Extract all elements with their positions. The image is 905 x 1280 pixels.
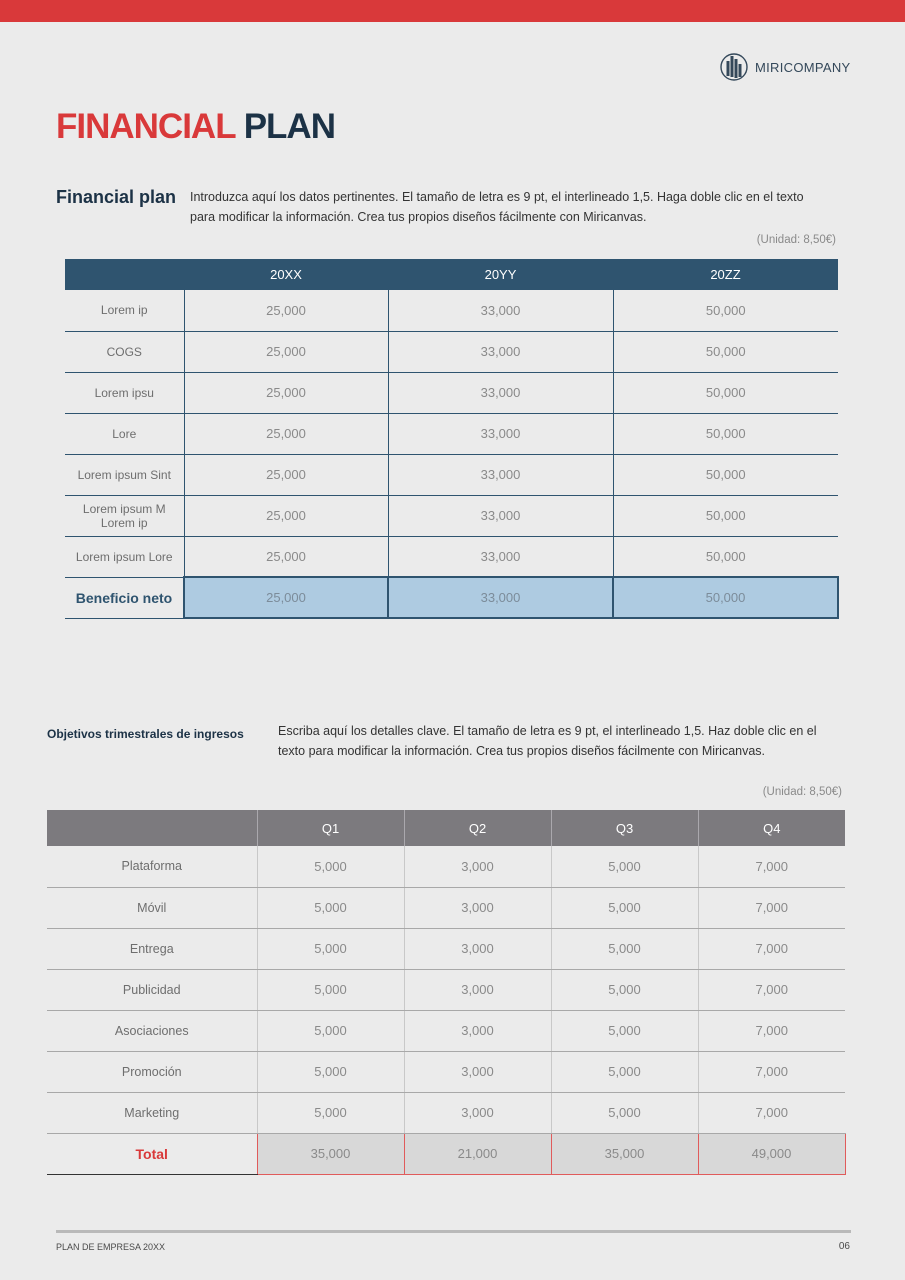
table-cell: 50,000 — [613, 372, 838, 413]
footer-divider — [56, 1230, 851, 1233]
table-cell: 5,000 — [257, 1051, 404, 1092]
table-row — [47, 969, 845, 1010]
column-header — [65, 259, 184, 290]
total-cell: 21,000 — [404, 1133, 551, 1174]
total-row — [47, 1133, 845, 1174]
table-row — [65, 331, 838, 372]
table-cell: 3,000 — [404, 887, 551, 928]
total-cell: 49,000 — [698, 1133, 845, 1174]
table-cell: 5,000 — [551, 1092, 698, 1133]
total-cell: 25,000 — [184, 577, 388, 618]
table-row — [65, 454, 838, 495]
column-header: Q4 — [698, 810, 845, 846]
table-row — [65, 372, 838, 413]
table-cell: 5,000 — [551, 846, 698, 887]
table-row — [47, 1092, 845, 1133]
table-cell: 25,000 — [184, 290, 388, 331]
table-cell: 7,000 — [698, 1010, 845, 1051]
table-cell: 25,000 — [184, 372, 388, 413]
row-label: Lorem ipsum M Lorem ip — [65, 495, 184, 536]
table-row — [65, 536, 838, 577]
row-label: Promoción — [47, 1051, 257, 1092]
revenue-goals-heading: Objetivos trimestrales de ingresos — [47, 727, 244, 741]
table-cell: 5,000 — [551, 928, 698, 969]
revenue-goals-description: Escriba aquí los detalles clave. El tamaño de letra es 9 pt, el interlineado 1,5. Haz doble clic en el texto para modificar la información. Crea tus propios diseños fácilmente con Miricanvas. — [278, 724, 817, 758]
table-cell: 3,000 — [404, 1092, 551, 1133]
row-label: Plataforma — [47, 846, 257, 887]
financial-plan-heading: Financial plan — [56, 187, 177, 207]
row-label: Publicidad — [47, 969, 257, 1010]
financial-plan-unit: (Unidad: 8,50€) — [756, 234, 836, 246]
column-header — [47, 810, 257, 846]
table-cell: 33,000 — [388, 454, 613, 495]
table-cell: 25,000 — [184, 495, 388, 536]
total-label: Beneficio neto — [65, 577, 184, 618]
table-cell: 50,000 — [613, 331, 838, 372]
table-row — [47, 887, 845, 928]
page-title-part1: FINANCIAL — [56, 107, 235, 146]
table-cell: 7,000 — [698, 846, 845, 887]
page-number: 06 — [838, 1241, 850, 1252]
row-label: Asociaciones — [47, 1010, 257, 1051]
table-row — [65, 413, 838, 454]
total-cell: 35,000 — [551, 1133, 698, 1174]
table-cell: 3,000 — [404, 1010, 551, 1051]
row-label: Móvil — [47, 887, 257, 928]
row-label: COGS — [65, 331, 184, 372]
table-row — [47, 928, 845, 969]
page-title — [56, 107, 335, 147]
row-label: Lore — [65, 413, 184, 454]
table-cell: 25,000 — [184, 413, 388, 454]
company-logo — [720, 52, 851, 82]
table-cell: 33,000 — [388, 413, 613, 454]
table-cell: 33,000 — [388, 536, 613, 577]
total-label: Total — [47, 1133, 257, 1174]
row-label: Lorem ipsum Sint — [65, 454, 184, 495]
table-cell: 25,000 — [184, 536, 388, 577]
table-cell: 33,000 — [388, 495, 613, 536]
table-cell: 3,000 — [404, 1051, 551, 1092]
table-cell: 7,000 — [698, 928, 845, 969]
column-header: Q1 — [257, 810, 404, 846]
row-label: Lorem ipsum Lore — [65, 536, 184, 577]
column-header: Q3 — [551, 810, 698, 846]
financial-plan-description: Introduzca aquí los datos pertinentes. El tamaño de letra es 9 pt, el interlineado 1,5. Haga doble clic en el texto para modificar la información. Crea tus propios diseños fácilmente con Miricanvas. — [190, 190, 804, 224]
row-label: Lorem ipsu — [65, 372, 184, 413]
row-label: Entrega — [47, 928, 257, 969]
column-header: 20XX — [184, 259, 388, 290]
quarterly-revenue-table — [47, 810, 846, 1175]
table-cell: 3,000 — [404, 846, 551, 887]
table-cell: 50,000 — [613, 413, 838, 454]
table-cell: 25,000 — [184, 454, 388, 495]
table-cell: 5,000 — [257, 928, 404, 969]
table-cell: 33,000 — [388, 290, 613, 331]
table-cell: 25,000 — [184, 331, 388, 372]
column-header: 20YY — [388, 259, 613, 290]
top-accent-bar — [0, 0, 905, 22]
table-cell: 7,000 — [698, 1092, 845, 1133]
total-cell: 33,000 — [388, 577, 613, 618]
table-header-row — [65, 259, 838, 290]
table-cell: 33,000 — [388, 372, 613, 413]
table-cell: 5,000 — [257, 846, 404, 887]
footer-document-title: PLAN DE EMPRESA 20XX — [56, 1242, 166, 1252]
table-row — [65, 290, 838, 331]
revenue-goals-unit: (Unidad: 8,50€) — [762, 786, 842, 798]
table-header-row — [47, 810, 845, 846]
table-cell: 5,000 — [551, 1010, 698, 1051]
company-name: MIRICOMPANY — [755, 59, 851, 75]
table-cell: 5,000 — [257, 969, 404, 1010]
row-label: Marketing — [47, 1092, 257, 1133]
table-row — [47, 1010, 845, 1051]
table-cell: 5,000 — [257, 1010, 404, 1051]
table-cell: 50,000 — [613, 454, 838, 495]
table-cell: 33,000 — [388, 331, 613, 372]
column-header: Q2 — [404, 810, 551, 846]
financial-plan-table — [65, 259, 839, 619]
table-cell: 5,000 — [257, 1092, 404, 1133]
building-logo-icon — [720, 52, 748, 82]
table-cell: 3,000 — [404, 969, 551, 1010]
total-row — [65, 577, 838, 618]
column-header: 20ZZ — [613, 259, 838, 290]
row-label: Lorem ip — [65, 290, 184, 331]
table-row — [65, 495, 838, 536]
table-cell: 50,000 — [613, 536, 838, 577]
page-title-part2: PLAN — [243, 107, 335, 146]
table-row — [47, 846, 845, 887]
table-cell: 5,000 — [551, 887, 698, 928]
table-cell: 5,000 — [551, 1051, 698, 1092]
table-cell: 7,000 — [698, 887, 845, 928]
total-cell: 50,000 — [613, 577, 838, 618]
table-cell: 50,000 — [613, 290, 838, 331]
table-cell: 50,000 — [613, 495, 838, 536]
table-row — [47, 1051, 845, 1092]
total-cell: 35,000 — [257, 1133, 404, 1174]
table-cell: 5,000 — [551, 969, 698, 1010]
table-cell: 7,000 — [698, 1051, 845, 1092]
table-cell: 7,000 — [698, 969, 845, 1010]
table-cell: 3,000 — [404, 928, 551, 969]
table-cell: 5,000 — [257, 887, 404, 928]
